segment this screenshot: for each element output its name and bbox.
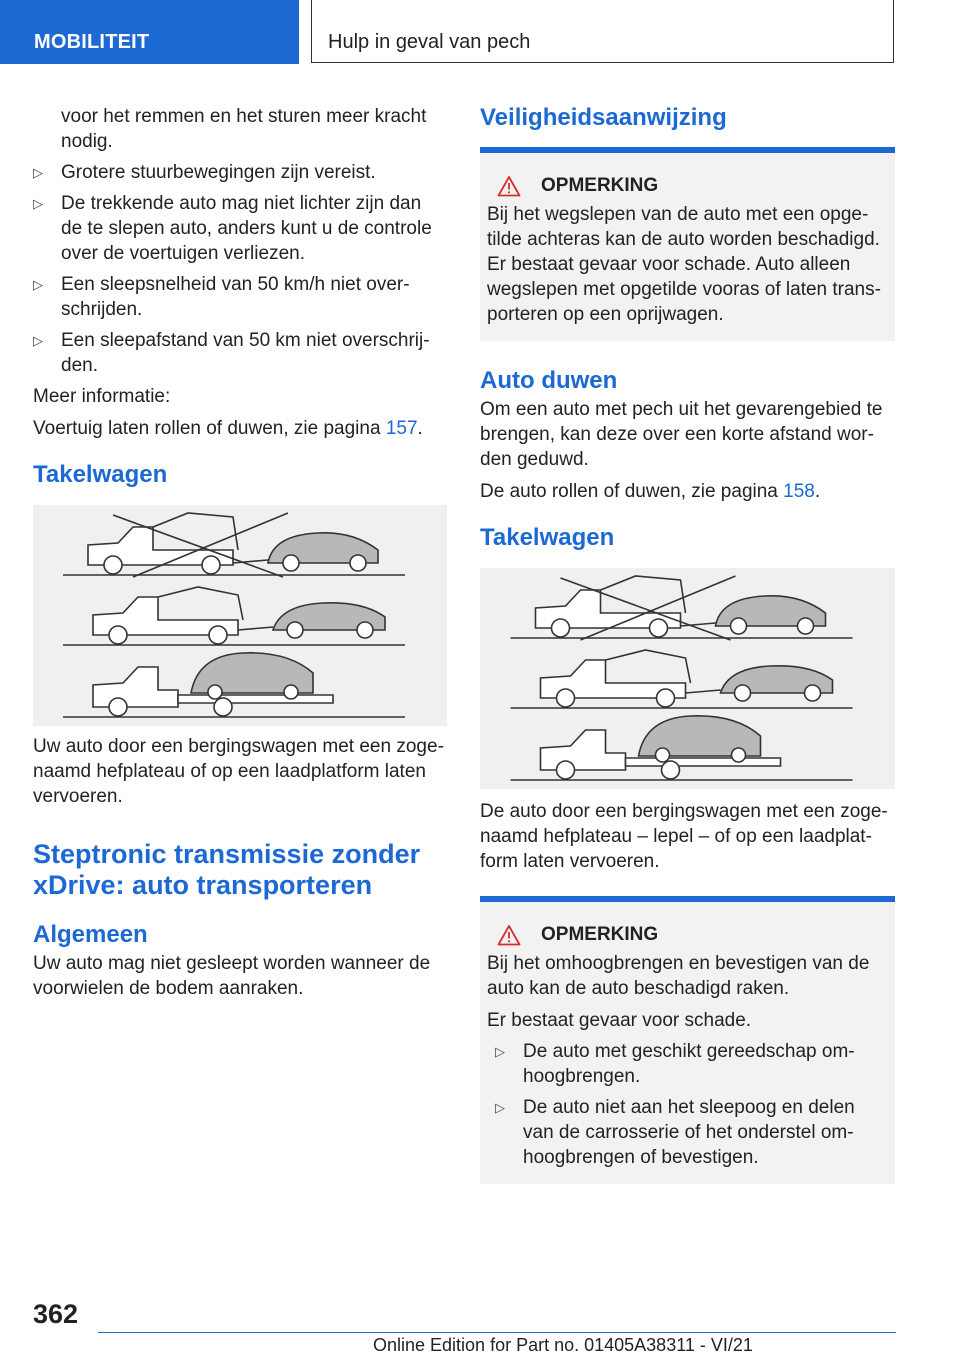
footer-divider: [98, 1332, 896, 1333]
tow-truck-illustration: [33, 505, 447, 726]
note-box: [480, 147, 895, 341]
triangle-right-icon: ▷: [33, 196, 43, 211]
list-item: ▷ De trekkende auto mag niet lichter zijn dan de te slepen auto, anders kunt u de controle over de voertuigen verliezen.: [33, 193, 432, 264]
page-number: 362: [33, 1299, 79, 1329]
triangle-right-icon: ▷: [33, 333, 43, 348]
warning-triangle-icon: [497, 175, 521, 197]
chapter-title: Hulp in geval van pech: [328, 31, 531, 53]
edition-info: Online Edition for Part no. 01405A38311 - VI/21: [373, 1335, 753, 1355]
algemeen-text: Uw auto mag niet gesleept worden wanneer de voorwielen de bodem aanraken.: [33, 953, 431, 999]
bullet-continuation: voor het remmen en het sturen meer kracht nodig.: [61, 106, 427, 152]
left-column: [33, 100, 447, 1001]
cross-reference: Voertuig laten rollen of duwen, zie pagina 157.: [33, 418, 423, 439]
more-info-label: Meer informatie:: [33, 386, 171, 407]
list-item: ▷ Grotere stuurbewegingen zijn vereist.: [33, 162, 376, 183]
note-heading: [487, 922, 888, 947]
tow-truck-illustration: [480, 568, 895, 789]
note-text: Bij het omhoogbrengen en bevestigen van de auto kan de auto beschadigd raken.: [487, 953, 870, 999]
takelwagen-text: Uw auto door een bergingswagen met een zogenaamd hefplateau of op een laadplatform laten vervoeren.: [33, 736, 444, 807]
note-heading: [487, 173, 888, 198]
bullet-list: [33, 160, 447, 378]
section-tab: [0, 0, 299, 64]
section-heading-veiligheid: Veiligheidsaanwijzing: [480, 104, 727, 131]
note-label: OPMERKING: [541, 175, 659, 196]
cross-reference: De auto rollen of duwen, zie pagina 158.: [480, 481, 821, 502]
section-heading-algemeen: Algemeen: [33, 921, 148, 948]
note-text: Bij het wegslepen van de auto met een opgetilde achteras kan de auto worden beschadigd. Er bestaat gevaar voor schade. Auto alleen wegslepen met opgetilde vooras of laten transporteren op een oprijwagen.: [487, 204, 881, 325]
section-heading-steptronic: Steptronic transmissie zonder xDrive: auto transporteren: [33, 839, 421, 900]
chapter-header: [311, 0, 894, 63]
section-title: MOBILITEIT: [34, 31, 150, 53]
tow-illustration-svg: [33, 505, 447, 726]
section-heading-takelwagen: Takelwagen: [480, 524, 615, 551]
auto-duwen-text: Om een auto met pech uit het gevarengebied te brengen, kan deze over een korte afstand worden geduwd.: [480, 399, 883, 470]
section-heading-auto-duwen: Auto duwen: [480, 367, 618, 394]
warning-triangle-icon: [497, 924, 521, 946]
list-item: ▷ Een sleepsnelheid van 50 km/h niet overschrijden.: [33, 274, 410, 320]
triangle-right-icon: ▷: [495, 1100, 505, 1115]
triangle-right-icon: ▷: [33, 165, 43, 180]
list-item: ▷ De auto met geschikt gereedschap omhoogbrengen.: [495, 1041, 855, 1087]
section-heading-takelwagen: Takelwagen: [33, 461, 168, 488]
takelwagen-text: De auto door een bergingswagen met een zogenaamd hefplateau – lepel – of op een laadplatform laten vervoeren.: [480, 801, 888, 872]
triangle-right-icon: ▷: [495, 1044, 505, 1059]
note-bullet-list: [487, 1039, 888, 1170]
list-item: ▷ Een sleepafstand van 50 km niet overschrijden.: [33, 330, 430, 376]
right-column: [480, 100, 895, 1184]
page-link[interactable]: 158: [783, 481, 815, 502]
note-box: [480, 896, 895, 1184]
note-label: OPMERKING: [541, 924, 659, 945]
note-text: Er bestaat gevaar voor schade.: [487, 1010, 752, 1031]
page-link[interactable]: 157: [385, 418, 418, 439]
triangle-right-icon: ▷: [33, 277, 43, 292]
list-item: ▷ De auto niet aan het sleepoog en delen van de carrosserie of het onderstel omhoogbrengen of bevestigen.: [495, 1097, 855, 1168]
tow-illustration-svg: [480, 568, 895, 789]
